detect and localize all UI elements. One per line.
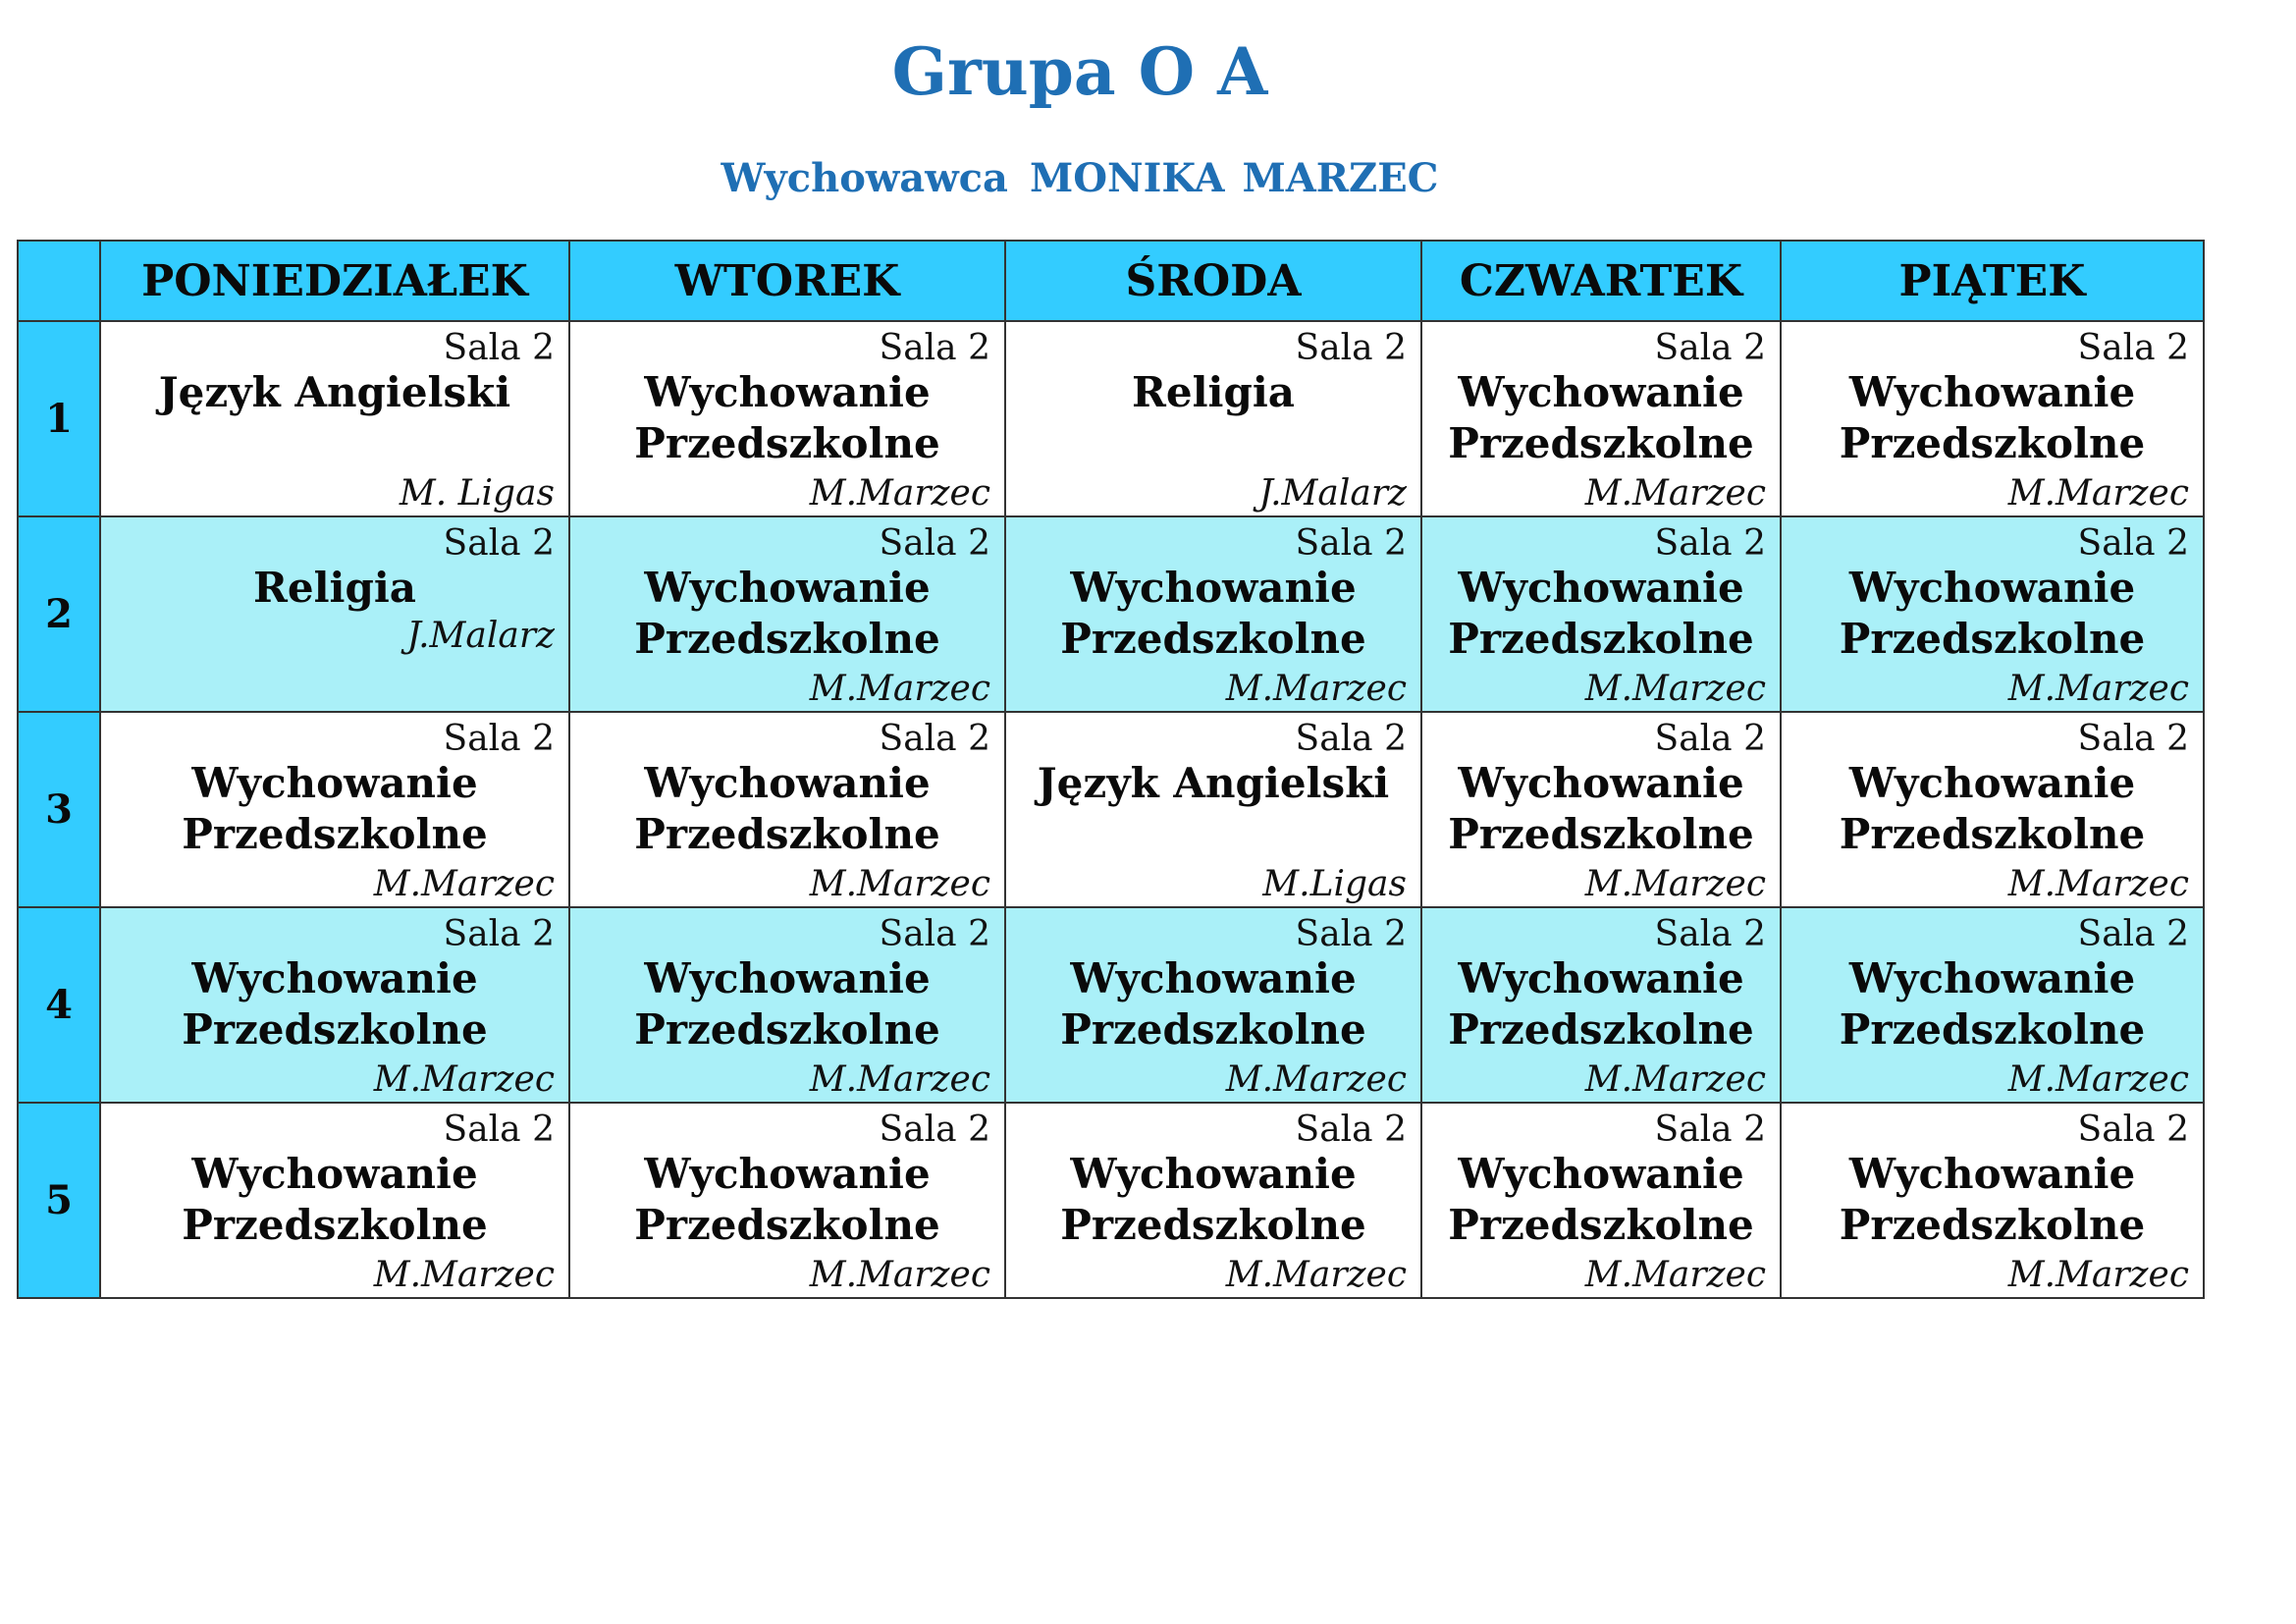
lesson-cell bbox=[1781, 712, 2204, 907]
teacher-name: M.Marzec bbox=[809, 1255, 990, 1295]
lesson-cell bbox=[100, 321, 569, 516]
room-label: Sala 2 bbox=[443, 914, 555, 954]
teacher-name: M.Marzec bbox=[2007, 1059, 2189, 1100]
table-row bbox=[18, 1103, 2204, 1298]
teacher-name: M.Marzec bbox=[1584, 1059, 1766, 1100]
subject-name: Wychowanie Przedszkolne bbox=[1839, 759, 2146, 858]
teacher-name: M.Marzec bbox=[1225, 1059, 1407, 1100]
subject-name: Wychowanie Przedszkolne bbox=[634, 1150, 940, 1249]
lesson-number: 1 bbox=[18, 321, 100, 516]
subject-name: Wychowanie Przedszkolne bbox=[1839, 368, 2146, 467]
teacher-name: M.Marzec bbox=[2007, 864, 2189, 904]
table-row bbox=[18, 516, 2204, 712]
room-label: Sala 2 bbox=[879, 914, 990, 954]
room-label: Sala 2 bbox=[2077, 523, 2189, 564]
subject-name: Wychowanie Przedszkolne bbox=[1448, 564, 1754, 663]
lesson-cell bbox=[569, 712, 1005, 907]
subject-name: Wychowanie Przedszkolne bbox=[634, 954, 940, 1054]
teacher-name: M.Marzec bbox=[1584, 669, 1766, 709]
subject-name: Wychowanie Przedszkolne bbox=[1839, 1150, 2146, 1249]
subject-name: Wychowanie Przedszkolne bbox=[634, 564, 940, 663]
room-label: Sala 2 bbox=[2077, 719, 2189, 759]
lesson-cell bbox=[1781, 1103, 2204, 1298]
lesson-number: 4 bbox=[18, 907, 100, 1103]
lesson-number: 5 bbox=[18, 1103, 100, 1298]
lesson-cell bbox=[1781, 907, 2204, 1103]
day-header: CZWARTEK bbox=[1421, 241, 1781, 321]
lesson-number: 3 bbox=[18, 712, 100, 907]
subject-name: Wychowanie Przedszkolne bbox=[634, 759, 940, 858]
subject-name: Wychowanie Przedszkolne bbox=[1448, 954, 1754, 1054]
lesson-cell bbox=[1781, 516, 2204, 712]
subject-name: Język Angielski bbox=[158, 368, 511, 416]
room-label: Sala 2 bbox=[1295, 1110, 1407, 1150]
room-label: Sala 2 bbox=[443, 328, 555, 368]
lesson-cell bbox=[1421, 516, 1781, 712]
lesson-cell bbox=[569, 516, 1005, 712]
subject-name: Wychowanie Przedszkolne bbox=[634, 368, 940, 467]
subject-name: Wychowanie Przedszkolne bbox=[1839, 954, 2146, 1054]
subject-name: Wychowanie Przedszkolne bbox=[1839, 564, 2146, 663]
teacher-name: M.Marzec bbox=[373, 1059, 555, 1100]
teacher-name: M.Marzec bbox=[2007, 1255, 2189, 1295]
room-label: Sala 2 bbox=[2077, 1110, 2189, 1150]
lesson-cell bbox=[569, 907, 1005, 1103]
table-row bbox=[18, 712, 2204, 907]
teacher-name: M.Marzec bbox=[809, 1059, 990, 1100]
page-title: Grupa O A bbox=[891, 33, 1268, 110]
room-label: Sala 2 bbox=[879, 719, 990, 759]
room-label: Sala 2 bbox=[443, 1110, 555, 1150]
lesson-cell bbox=[1421, 321, 1781, 516]
room-label: Sala 2 bbox=[2077, 914, 2189, 954]
lesson-cell bbox=[100, 516, 569, 712]
room-label: Sala 2 bbox=[443, 523, 555, 564]
teacher-name: M.Marzec bbox=[2007, 473, 2189, 514]
room-label: Sala 2 bbox=[1295, 719, 1407, 759]
lesson-cell bbox=[569, 321, 1005, 516]
day-header: WTOREK bbox=[569, 241, 1005, 321]
day-header: ŚRODA bbox=[1005, 241, 1421, 321]
teacher-name: M.Marzec bbox=[2007, 669, 2189, 709]
lesson-cell bbox=[1421, 907, 1781, 1103]
room-label: Sala 2 bbox=[1654, 1110, 1766, 1150]
lesson-cell bbox=[1005, 712, 1421, 907]
lesson-cell bbox=[1005, 907, 1421, 1103]
subject-name: Wychowanie Przedszkolne bbox=[182, 954, 488, 1054]
teacher-name: J.Malarz bbox=[406, 616, 555, 656]
teacher-name: J.Malarz bbox=[1258, 473, 1407, 514]
subject-name: Wychowanie Przedszkolne bbox=[1448, 759, 1754, 858]
teacher-name: M. Ligas bbox=[399, 473, 555, 514]
room-label: Sala 2 bbox=[879, 523, 990, 564]
lesson-cell bbox=[100, 712, 569, 907]
class-teacher-label: Wychowawca bbox=[721, 155, 1008, 201]
teacher-name: M.Marzec bbox=[373, 864, 555, 904]
room-label: Sala 2 bbox=[879, 1110, 990, 1150]
subject-name: Religia bbox=[1131, 368, 1296, 416]
schedule-table bbox=[17, 240, 2205, 1299]
lesson-cell bbox=[1421, 712, 1781, 907]
room-label: Sala 2 bbox=[1295, 523, 1407, 564]
subject-name: Wychowanie Przedszkolne bbox=[1448, 368, 1754, 467]
lesson-cell bbox=[1005, 516, 1421, 712]
class-teacher-line bbox=[0, 155, 2160, 201]
day-header: PIĄTEK bbox=[1781, 241, 2204, 321]
teacher-name: M.Ligas bbox=[1262, 864, 1407, 904]
lesson-cell bbox=[100, 1103, 569, 1298]
teacher-name: M.Marzec bbox=[1225, 669, 1407, 709]
room-label: Sala 2 bbox=[443, 719, 555, 759]
teacher-name: M.Marzec bbox=[373, 1255, 555, 1295]
subject-name: Wychowanie Przedszkolne bbox=[1060, 954, 1366, 1054]
table-row bbox=[18, 907, 2204, 1103]
room-label: Sala 2 bbox=[1654, 719, 1766, 759]
teacher-name: M.Marzec bbox=[1584, 1255, 1766, 1295]
teacher-name: M.Marzec bbox=[1225, 1255, 1407, 1295]
room-label: Sala 2 bbox=[1654, 523, 1766, 564]
subject-name: Język Angielski bbox=[1037, 759, 1390, 807]
teacher-name: M.Marzec bbox=[1584, 864, 1766, 904]
class-teacher-name: MONIKA MARZEC bbox=[1029, 155, 1439, 201]
lesson-cell bbox=[100, 907, 569, 1103]
table-row bbox=[18, 321, 2204, 516]
subject-name: Wychowanie Przedszkolne bbox=[182, 759, 488, 858]
subject-name: Wychowanie Przedszkolne bbox=[1448, 1150, 1754, 1249]
lesson-cell bbox=[1005, 1103, 1421, 1298]
room-label: Sala 2 bbox=[879, 328, 990, 368]
room-label: Sala 2 bbox=[1295, 914, 1407, 954]
schedule-body bbox=[18, 321, 2204, 1298]
lesson-cell bbox=[569, 1103, 1005, 1298]
day-header: PONIEDZIAŁEK bbox=[100, 241, 569, 321]
subject-name: Religia bbox=[252, 564, 417, 612]
lesson-number: 2 bbox=[18, 516, 100, 712]
room-label: Sala 2 bbox=[1295, 328, 1407, 368]
corner-cell bbox=[18, 241, 100, 321]
teacher-name: M.Marzec bbox=[809, 864, 990, 904]
header-row bbox=[18, 241, 2204, 321]
room-label: Sala 2 bbox=[1654, 914, 1766, 954]
subject-name: Wychowanie Przedszkolne bbox=[1060, 1150, 1366, 1249]
subject-name: Wychowanie Przedszkolne bbox=[1060, 564, 1366, 663]
teacher-name: M.Marzec bbox=[1584, 473, 1766, 514]
lesson-cell bbox=[1005, 321, 1421, 516]
room-label: Sala 2 bbox=[1654, 328, 1766, 368]
room-label: Sala 2 bbox=[2077, 328, 2189, 368]
teacher-name: M.Marzec bbox=[809, 669, 990, 709]
subject-name: Wychowanie Przedszkolne bbox=[182, 1150, 488, 1249]
teacher-name: M.Marzec bbox=[809, 473, 990, 514]
lesson-cell bbox=[1781, 321, 2204, 516]
lesson-cell bbox=[1421, 1103, 1781, 1298]
